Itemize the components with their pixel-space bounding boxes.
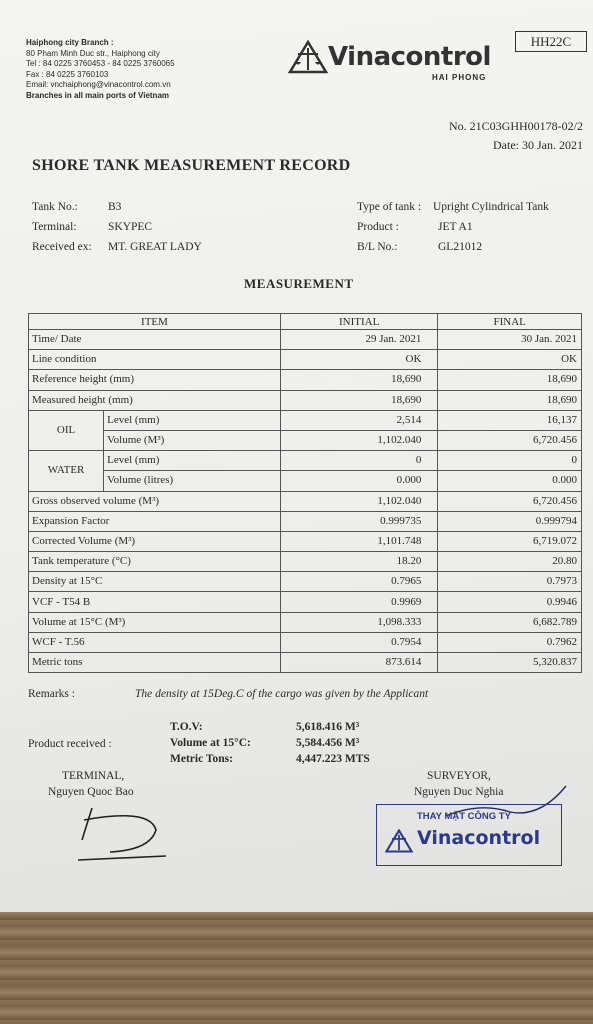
row-item: Measured height (mm) (29, 390, 281, 410)
row-item: Density at 15°C (29, 572, 281, 592)
terminal-value: SKYPEC (108, 221, 153, 233)
row-final: 0.999794 (438, 511, 582, 531)
received-value: MT. GREAT LADY (108, 241, 202, 253)
surveyor-signature-label: SURVEYOR, (427, 770, 491, 782)
row-final: 0.9946 (438, 592, 582, 612)
row-item: Metric tons (29, 653, 281, 673)
logo-subtitle: HAI PHONG (432, 73, 487, 82)
row-item: Tank temperature (°C) (29, 552, 281, 572)
row-final: 6,720.456 (438, 430, 582, 450)
row-final: 20.80 (438, 552, 582, 572)
wooden-table-background (0, 900, 593, 1024)
vol15-value: 5,584.456 M³ (296, 737, 360, 749)
row-initial: 2,514 (280, 410, 437, 430)
row-initial: 0.9969 (280, 592, 437, 612)
product-received-label: Product received : (28, 738, 112, 750)
table-row (29, 430, 582, 450)
header-final: FINAL (438, 314, 582, 330)
tel-line: Tel : 84 0225 3760453 - 84 0225 3760065 (26, 59, 175, 69)
logo-text: Vinacontrol (328, 42, 491, 72)
stamp-scales-icon (385, 829, 413, 853)
table-row (29, 330, 582, 350)
vol15-label: Volume at 15°C: (170, 737, 251, 749)
table-row (29, 653, 582, 673)
row-initial: 1,102.040 (280, 430, 437, 450)
row-initial: 0.999735 (280, 511, 437, 531)
row-item: Gross observed volume (M³) (29, 491, 281, 511)
table-header-row (29, 314, 582, 330)
form-code-box: HH22C (515, 31, 587, 52)
table-row (29, 552, 582, 572)
terminal-signature-label: TERMINAL, (62, 770, 125, 782)
table-row (29, 451, 582, 471)
table-row (29, 592, 582, 612)
table-row (29, 632, 582, 652)
table-row (29, 350, 582, 370)
metric-tons-label: Metric Tons: (170, 753, 233, 765)
row-item: Reference height (mm) (29, 370, 281, 390)
table-row (29, 531, 582, 551)
terminal-signature-scribble (70, 800, 170, 868)
fax-line: Fax : 84 0225 3760103 (26, 69, 109, 79)
row-initial: 1,098.333 (280, 612, 437, 632)
row-initial: 1,101.748 (280, 531, 437, 551)
row-final: 6,682.789 (438, 612, 582, 632)
company-stamp (376, 804, 562, 866)
row-final: OK (438, 350, 582, 370)
row-final: 5,320.837 (438, 653, 582, 673)
terminal-label: Terminal: (32, 221, 77, 233)
metric-tons-value: 4,447.223 MTS (296, 753, 370, 765)
remarks-text: The density at 15Deg.C of the cargo was given by the Applicant (135, 688, 429, 700)
row-initial: 29 Jan. 2021 (280, 330, 437, 350)
received-label: Received ex: (32, 241, 92, 253)
terminal-signatory-name: Nguyen Quoc Bao (48, 786, 134, 798)
branch-name: Haiphong city Branch : (26, 38, 114, 47)
row-item: Time/ Date (29, 330, 281, 350)
company-address-block (26, 38, 175, 102)
surveyor-signatory-name: Nguyen Duc Nghia (414, 786, 504, 798)
row-item: Corrected Volume (M³) (29, 531, 281, 551)
table-row (29, 471, 582, 491)
tank-type-value: Upright Cylindrical Tank (433, 201, 549, 213)
header-initial: INITIAL (280, 314, 437, 330)
table-row (29, 612, 582, 632)
page-title: SHORE TANK MEASUREMENT RECORD (32, 157, 351, 174)
remarks-label: Remarks : (28, 688, 75, 700)
row-item: VCF - T54 B (29, 592, 281, 612)
row-final: 0.000 (438, 471, 582, 491)
tov-label: T.O.V: (170, 721, 203, 733)
measurement-heading: MEASUREMENT (244, 276, 354, 291)
row-item: Level (mm) (104, 451, 281, 471)
document-date: Date: 30 Jan. 2021 (493, 138, 583, 152)
scales-icon (288, 40, 328, 74)
tank-no-label: Tank No.: (32, 201, 78, 213)
bl-value: GL21012 (438, 241, 483, 253)
bl-label: B/L No.: (357, 241, 398, 253)
row-final: 6,719.072 (438, 531, 582, 551)
row-item: Line condition (29, 350, 281, 370)
company-logo (288, 40, 491, 74)
stamp-text: THAY MẶT CÔNG TY (417, 811, 511, 822)
row-final: 6,720.456 (438, 491, 582, 511)
row-final: 18,690 (438, 370, 582, 390)
row-initial: OK (280, 350, 437, 370)
row-item: Expansion Factor (29, 511, 281, 531)
measurement-table (28, 313, 582, 673)
stamp-logo-text: Vinacontrol (417, 827, 541, 849)
row-item: Level (mm) (104, 410, 281, 430)
table-row (29, 370, 582, 390)
row-initial: 0.000 (280, 471, 437, 491)
row-initial: 1,102.040 (280, 491, 437, 511)
row-final: 0.7973 (438, 572, 582, 592)
row-item: Volume (M³) (104, 430, 281, 450)
row-final: 16,137 (438, 410, 582, 430)
row-initial: 0 (280, 451, 437, 471)
table-row (29, 572, 582, 592)
row-item: WCF - T.56 (29, 632, 281, 652)
row-final: 18,690 (438, 390, 582, 410)
tank-type-label: Type of tank : (357, 201, 422, 213)
row-item: Volume at 15°C (M³) (29, 612, 281, 632)
header-item: ITEM (29, 314, 281, 330)
row-initial: 0.7965 (280, 572, 437, 592)
table-row (29, 390, 582, 410)
table-row (29, 410, 582, 430)
branches-line: Branches in all main ports of Vietnam (26, 90, 169, 100)
group-oil-label: OIL (29, 410, 104, 450)
row-final: 0.7962 (438, 632, 582, 652)
table-row (29, 511, 582, 531)
address-line: 80 Pham Minh Duc str., Haiphong city (26, 48, 160, 58)
row-item: Volume (litres) (104, 471, 281, 491)
document-number: No. 21C03GHH00178-02/2 (449, 119, 583, 133)
row-initial: 18,690 (280, 390, 437, 410)
product-value: JET A1 (438, 221, 473, 233)
tov-value: 5,618.416 M³ (296, 721, 360, 733)
row-final: 0 (438, 451, 582, 471)
product-label: Product : (357, 221, 399, 233)
tank-no-value: B3 (108, 201, 122, 213)
group-water-label: WATER (29, 451, 104, 491)
email-line: Email: vnchaiphong@vinacontrol.com.vn (26, 80, 171, 90)
table-row (29, 491, 582, 511)
row-initial: 873.614 (280, 653, 437, 673)
row-final: 30 Jan. 2021 (438, 330, 582, 350)
row-initial: 18.20 (280, 552, 437, 572)
row-initial: 18,690 (280, 370, 437, 390)
row-initial: 0.7954 (280, 632, 437, 652)
